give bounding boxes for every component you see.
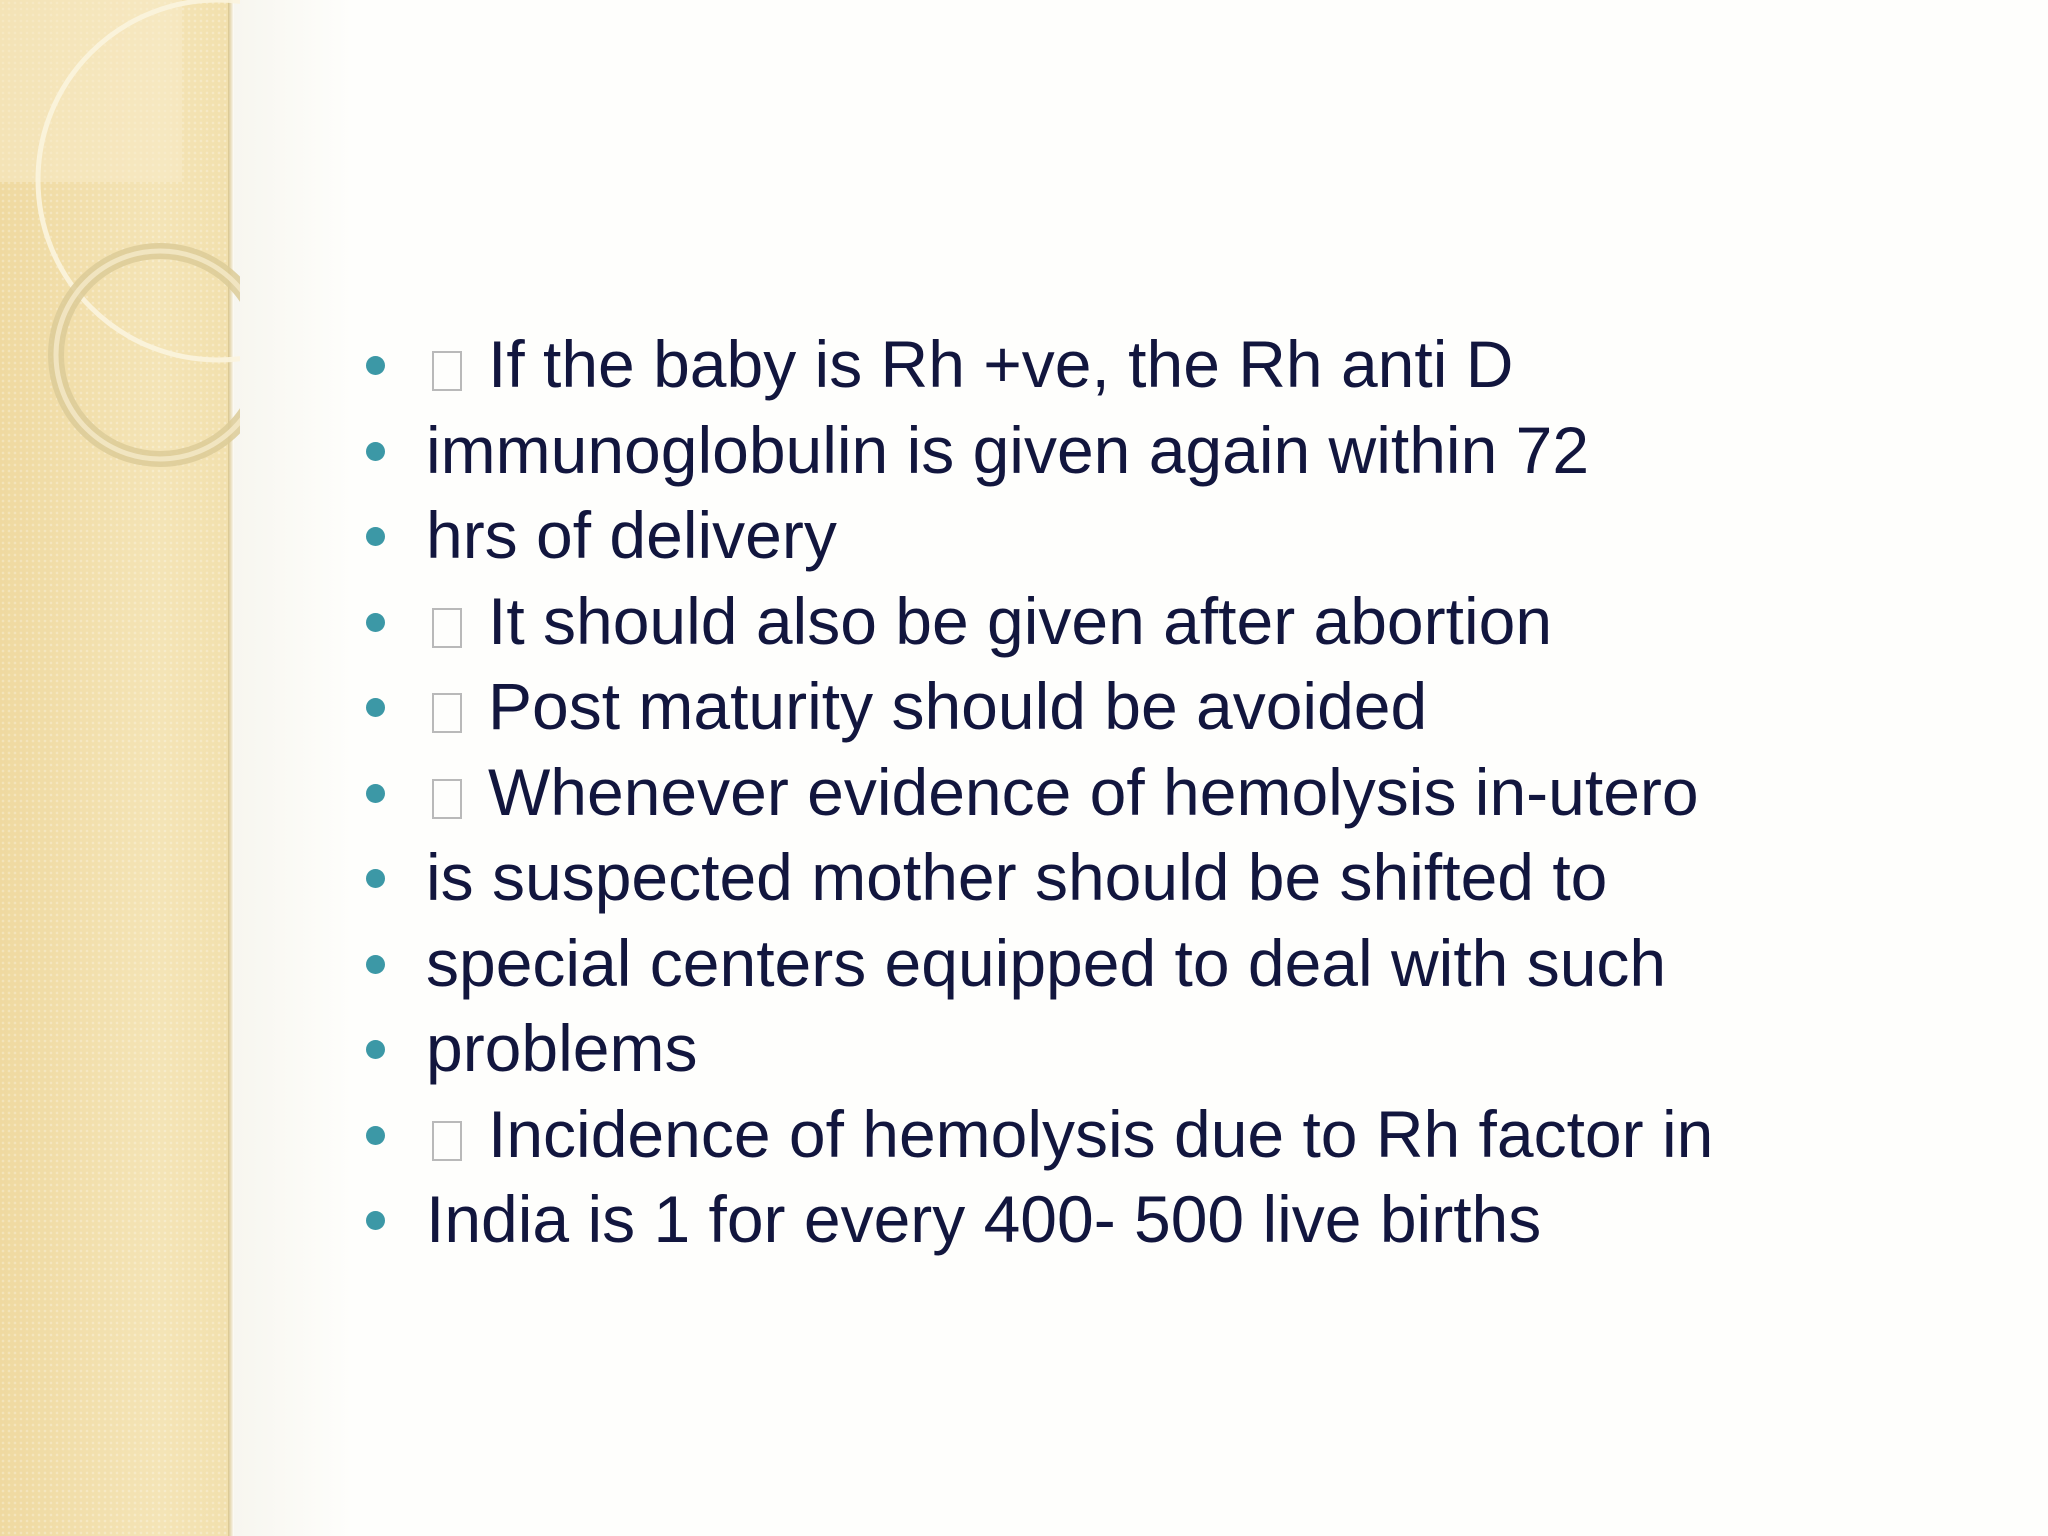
decorative-rings-icon <box>0 0 240 520</box>
bullet-item <box>354 1092 1713 1178</box>
missing-glyph-box-icon <box>432 1121 462 1161</box>
bullet-text: If the baby is Rh +ve, the Rh anti D <box>488 327 1514 401</box>
bullet-item <box>354 1006 1713 1092</box>
missing-glyph-box-icon <box>432 351 462 391</box>
bullet-text: Whenever evidence of hemolysis in-utero <box>488 754 1699 829</box>
content-shade <box>234 0 354 1536</box>
dot-bullet-icon <box>366 955 385 974</box>
bullet-text: Incidence of hemolysis due to Rh factor in <box>488 1096 1714 1171</box>
dot-bullet-icon <box>366 1040 385 1059</box>
bullet-item <box>354 750 1713 836</box>
bullet-item <box>354 664 1713 750</box>
bullet-text: special centers equipped to deal with such <box>426 925 1667 1000</box>
dot-bullet-icon <box>366 613 385 632</box>
bullet-text: Post maturity should be avoided <box>488 669 1428 743</box>
dot-bullet-icon <box>366 869 385 888</box>
dot-bullet-icon <box>366 698 385 717</box>
bullet-list <box>354 322 1713 1263</box>
bullet-item <box>354 1177 1713 1263</box>
bullet-text: is suspected mother should be shifted to <box>426 840 1608 914</box>
dot-bullet-icon <box>366 784 385 803</box>
missing-glyph-box-icon <box>432 608 462 648</box>
bullet-item <box>354 493 1713 579</box>
dot-bullet-icon <box>366 442 385 461</box>
dot-bullet-icon <box>366 356 385 375</box>
bullet-item <box>354 408 1713 494</box>
bullet-text: It should also be given after abortion <box>488 583 1553 658</box>
bullet-text: problems <box>426 1011 698 1085</box>
bullet-item <box>354 835 1713 921</box>
bullet-text: immunoglobulin is given again within 72 <box>426 412 1590 487</box>
bullet-item <box>354 322 1713 408</box>
bullet-text: India is 1 for every 400- 500 live births <box>426 1182 1542 1256</box>
bullet-item <box>354 579 1713 665</box>
missing-glyph-box-icon <box>432 779 462 819</box>
dot-bullet-icon <box>366 1211 385 1230</box>
dot-bullet-icon <box>366 527 385 546</box>
bullet-item <box>354 921 1713 1007</box>
bullet-text: hrs of delivery <box>426 498 837 572</box>
missing-glyph-box-icon <box>432 693 462 733</box>
dot-bullet-icon <box>366 1126 385 1145</box>
